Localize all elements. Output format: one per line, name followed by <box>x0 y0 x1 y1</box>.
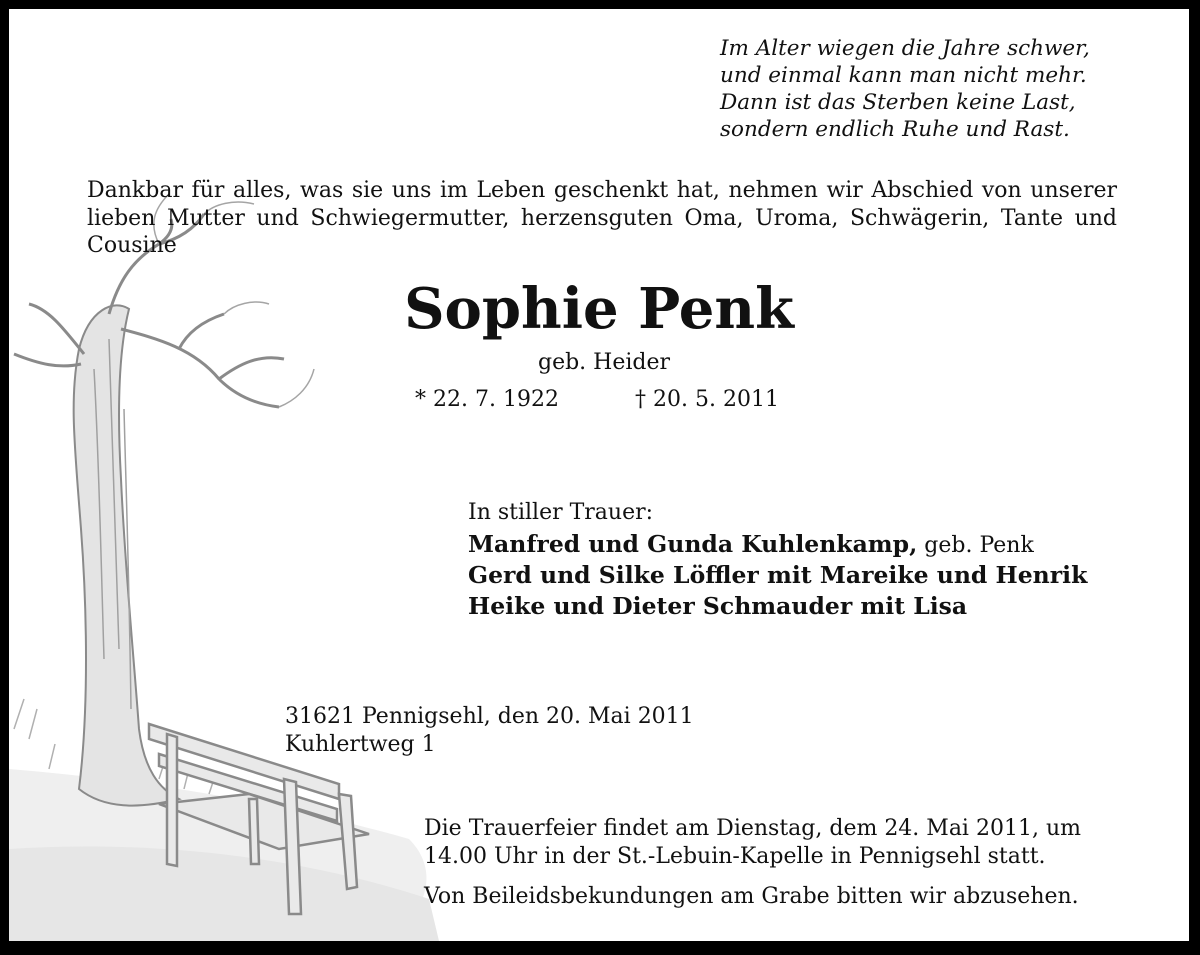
bench-leg-1 <box>167 734 177 866</box>
mourner-family-name: Heike und Dieter Schmauder mit Lisa <box>468 592 968 620</box>
mourner-family-name: Gerd und Silke Löffler mit Mareike und Henrik <box>468 561 1088 589</box>
poem-line: und einmal kann man nicht mehr. <box>720 63 1087 88</box>
funeral-info-line: Die Trauerfeier findet am Dienstag, dem 24. Mai 2011, um <box>424 816 1081 841</box>
mourner-family <box>468 531 1034 560</box>
death-date: † 20. 5. 2011 <box>635 387 779 412</box>
street-address: Kuhlertweg 1 <box>285 732 436 757</box>
poem-line: Im Alter wiegen die Jahre schwer, <box>720 36 1090 61</box>
tree-bench-illustration <box>9 9 1189 941</box>
mourner-family-suffix: geb. Penk <box>917 533 1034 558</box>
bench-leg-4 <box>249 799 259 864</box>
condolences-note: Von Beileidsbekundungen am Grabe bitten wir abzusehen. <box>424 884 1079 909</box>
poem <box>720 35 1090 143</box>
mourners-label: In stiller Trauer: <box>468 500 654 525</box>
mourner-family <box>468 562 1087 590</box>
poem-line: sondern endlich Ruhe und Rast. <box>720 117 1070 142</box>
funeral-info-line: 14.00 Uhr in der St.-Lebuin-Kapelle in Pennigsehl statt. <box>424 844 1046 869</box>
poem-line: Dann ist das Sterben keine Last, <box>720 90 1076 115</box>
intro-text: Dankbar für alles, was sie uns im Leben geschenkt hat, nehmen wir Abschied von unserer lieben Mutter und Schwiegermutter, herzensguten Oma, Uroma, Schwägerin, Tante und Cousine <box>87 178 1117 258</box>
mourner-family-name: Manfred und Gunda Kuhlenkamp, <box>468 530 918 558</box>
deceased-name: Sophie Penk <box>404 276 794 342</box>
place-date: 31621 Pennigsehl, den 20. Mai 2011 <box>285 704 694 729</box>
obituary-card <box>9 9 1189 941</box>
mourner-family <box>468 593 967 621</box>
birth-name: geb. Heider <box>538 350 671 375</box>
birth-date: * 22. 7. 1922 <box>415 387 559 412</box>
